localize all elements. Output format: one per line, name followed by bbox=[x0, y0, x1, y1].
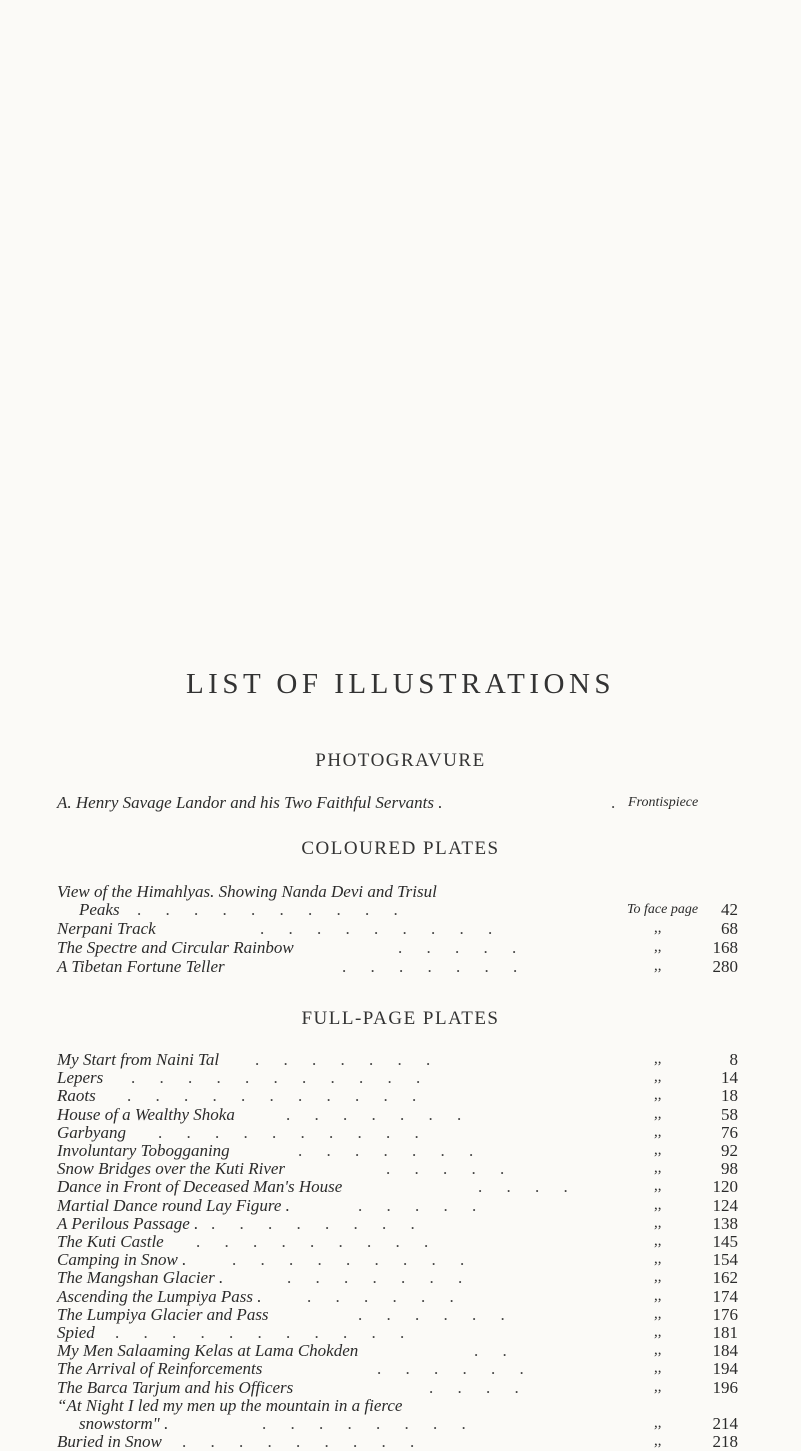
plate-entry-row bbox=[0, 1250, 801, 1269]
plate-entry-row bbox=[0, 1341, 801, 1360]
page-number: 218 bbox=[712, 1432, 738, 1451]
entry-title: The Arrival of Reinforcements bbox=[57, 1359, 263, 1379]
dot-leader: . . . . . . . . bbox=[211, 1213, 425, 1233]
dot-leader: . . . . . . . . . . . bbox=[127, 1086, 427, 1106]
dot-leader: . . . . . . . . . . bbox=[137, 900, 408, 919]
plate-entry-row bbox=[0, 1123, 801, 1142]
plate-entry-row bbox=[0, 1177, 801, 1196]
dot-leader: . . . . . . . bbox=[286, 1104, 472, 1124]
page-number: 154 bbox=[712, 1250, 738, 1270]
page-number: 8 bbox=[729, 1050, 738, 1069]
entry-title: Nerpani Track bbox=[57, 919, 156, 938]
plate-entry-row bbox=[0, 1359, 801, 1378]
entry-title: Garbyang bbox=[57, 1122, 126, 1142]
page-number: 58 bbox=[721, 1104, 738, 1124]
page-number: 42 bbox=[721, 900, 738, 919]
page-number: 138 bbox=[712, 1213, 738, 1233]
entry-title: The Spectre and Circular Rainbow bbox=[57, 938, 294, 957]
page-number: 184 bbox=[712, 1341, 738, 1361]
entry-title: Ascending the Lumpiya Pass . bbox=[57, 1286, 262, 1306]
coloured-plates-heading: COLOURED PLATES bbox=[301, 838, 500, 859]
ditto-mark: ,, bbox=[654, 1287, 662, 1304]
dot-leader: . . bbox=[474, 1341, 517, 1361]
entry-title: The Kuti Castle bbox=[57, 1232, 164, 1251]
plate-entry-row bbox=[0, 1432, 801, 1451]
full-page-plates-heading: FULL-PAGE PLATES bbox=[301, 1008, 500, 1029]
dot-leader: . . . . . . . . . bbox=[260, 919, 503, 938]
ditto-mark: ,, bbox=[654, 1415, 662, 1431]
page-number: 14 bbox=[721, 1068, 738, 1088]
dot-leader: . . . . . . . bbox=[342, 957, 528, 976]
ditto-mark: ,, bbox=[654, 1160, 662, 1177]
dot-leader: . . . . . bbox=[398, 938, 527, 957]
dot-leader: . . . . . . . . bbox=[262, 1414, 476, 1433]
entry-title: Involuntary Tobogganing bbox=[57, 1141, 230, 1160]
ditto-mark: ,, bbox=[654, 1251, 662, 1268]
entry-title: Lepers bbox=[57, 1068, 104, 1088]
dot-leader: . . . . . . . . . . . bbox=[131, 1068, 431, 1088]
entry-location: Frontispiece bbox=[628, 795, 699, 810]
ditto-mark: ,, bbox=[654, 1196, 662, 1213]
ditto-mark: ,, bbox=[654, 939, 662, 955]
plate-entry-row bbox=[0, 1159, 801, 1178]
ditto-mark: ,, bbox=[654, 1214, 662, 1231]
page-number: 124 bbox=[712, 1195, 738, 1215]
plate-entry-row bbox=[0, 1086, 801, 1105]
ditto-mark: ,, bbox=[654, 1105, 662, 1122]
ditto-mark: ,, bbox=[654, 1305, 662, 1322]
ditto-mark: ,, bbox=[654, 1069, 662, 1086]
entry-title: Peaks bbox=[79, 900, 120, 919]
page-number: 68 bbox=[721, 919, 738, 938]
ditto-mark: ,, bbox=[654, 1087, 662, 1104]
entry-title: My Men Salaaming Kelas at Lama Chokden bbox=[57, 1341, 359, 1361]
ditto-mark: ,, bbox=[654, 1378, 662, 1395]
dot-leader: . . . . . . . bbox=[287, 1268, 473, 1288]
dot-leader: . . . . . . . . . bbox=[232, 1250, 475, 1270]
photogravure-entry bbox=[0, 793, 801, 812]
entry-title: Dance in Front of Deceased Man's House bbox=[57, 1177, 343, 1197]
ditto-mark: ,, bbox=[654, 920, 662, 936]
dot-leader: . . . . . . . bbox=[298, 1141, 484, 1160]
plate-entry-row bbox=[0, 1414, 801, 1433]
page-number: 280 bbox=[712, 957, 738, 976]
dot-leader: . . . . . . . bbox=[255, 1050, 441, 1069]
entry-title: The Barca Tarjum and his Officers bbox=[57, 1377, 294, 1397]
entry-title: “At Night I led my men up the mountain in a fierce bbox=[57, 1395, 403, 1415]
dot-leader: . . . . . bbox=[358, 1195, 487, 1215]
ditto-mark: ,, bbox=[654, 1360, 662, 1377]
page-number: 174 bbox=[712, 1286, 738, 1306]
page-number: 120 bbox=[712, 1177, 738, 1197]
ditto-mark: ,, bbox=[654, 1342, 662, 1359]
plate-entry-row bbox=[0, 1068, 801, 1087]
dot-leader: . . . . . . bbox=[358, 1304, 515, 1324]
page-number: 176 bbox=[712, 1304, 738, 1324]
plate-entry-row bbox=[0, 1287, 801, 1306]
ditto-mark: ,, bbox=[654, 1051, 662, 1067]
entry-title: The Lumpiya Glacier and Pass bbox=[57, 1304, 269, 1324]
plate-entry-row bbox=[0, 1232, 801, 1251]
page-number: 98 bbox=[721, 1159, 738, 1179]
entry-title: The Mangshan Glacier . bbox=[57, 1268, 224, 1288]
page-number: 196 bbox=[712, 1377, 738, 1397]
dot-leader: . . . . . . . . . bbox=[196, 1232, 439, 1251]
page-title: LIST OF ILLUSTRATIONS bbox=[185, 668, 616, 700]
dot-leader: . . . . . bbox=[386, 1159, 515, 1179]
coloured-entry-row bbox=[0, 938, 801, 957]
entry-title: House of a Wealthy Shoka bbox=[57, 1104, 235, 1124]
plate-entry-row bbox=[0, 1105, 801, 1124]
entry-title: Snow Bridges over the Kuti River bbox=[57, 1159, 286, 1179]
entry-title: Camping in Snow . bbox=[57, 1250, 187, 1270]
entry-title: A Tibetan Fortune Teller bbox=[57, 957, 225, 976]
entry-title: Martial Dance round Lay Figure . bbox=[57, 1195, 290, 1215]
plate-entry-row bbox=[0, 1323, 801, 1342]
page-number: 18 bbox=[721, 1086, 738, 1106]
plate-entry-row bbox=[0, 1268, 801, 1287]
ditto-mark: ,, bbox=[654, 1233, 662, 1249]
plate-entry-row bbox=[0, 1196, 801, 1215]
coloured-entry-row bbox=[0, 957, 801, 976]
page-number: 162 bbox=[712, 1268, 738, 1288]
dot-leader: . . . . bbox=[478, 1177, 578, 1197]
page-number: 168 bbox=[712, 938, 738, 957]
entry-title: A. Henry Savage Landor and his Two Faithful Servants . bbox=[57, 793, 443, 812]
entry-title: Buried in Snow bbox=[57, 1432, 162, 1451]
plate-entry-row bbox=[0, 1214, 801, 1233]
ditto-mark: ,, bbox=[654, 1123, 662, 1140]
page-number: 145 bbox=[712, 1232, 738, 1251]
dot-leader: . bbox=[611, 793, 626, 812]
photogravure-heading: PHOTOGRAVURE bbox=[315, 750, 486, 771]
dot-leader: . . . . . . . . . . bbox=[158, 1122, 429, 1142]
dot-leader: . . . . bbox=[429, 1377, 529, 1397]
coloured-entry-row bbox=[0, 900, 801, 919]
coloured-entry-row bbox=[0, 919, 801, 938]
ditto-mark: ,, bbox=[654, 1142, 662, 1158]
plate-entry-row bbox=[0, 1141, 801, 1160]
ditto-mark: ,, bbox=[654, 1269, 662, 1286]
ditto-mark: ,, bbox=[654, 1324, 662, 1340]
plate-entry-row bbox=[0, 1305, 801, 1324]
coloured-entry-first-line bbox=[0, 882, 801, 901]
plate-entry-row bbox=[0, 1396, 801, 1415]
entry-title: My Start from Naini Tal bbox=[57, 1050, 220, 1069]
ditto-mark: ,, bbox=[654, 1178, 662, 1195]
entry-title: Spied bbox=[57, 1323, 95, 1342]
to-face-page-label: To face page bbox=[627, 902, 699, 917]
dot-leader: . . . . . . . . . . . bbox=[115, 1323, 415, 1342]
plate-entry-row bbox=[0, 1050, 801, 1069]
dot-leader: . . . . . . bbox=[377, 1359, 534, 1379]
page-number: 214 bbox=[712, 1414, 738, 1433]
entry-title: snowstorm" . bbox=[79, 1414, 169, 1433]
entry-title: A Perilous Passage . bbox=[57, 1213, 199, 1233]
page-number: 194 bbox=[712, 1359, 738, 1379]
entry-title: View of the Himahlyas. Showing Nanda Devi and Trisul bbox=[57, 882, 437, 901]
ditto-mark: ,, bbox=[654, 958, 662, 974]
page-number: 92 bbox=[721, 1141, 738, 1160]
ditto-mark: ,, bbox=[654, 1433, 662, 1450]
page-number: 181 bbox=[712, 1323, 738, 1342]
entry-title: Raots bbox=[57, 1086, 96, 1106]
dot-leader: . . . . . . bbox=[307, 1286, 464, 1306]
plate-entry-row bbox=[0, 1378, 801, 1397]
dot-leader: . . . . . . . . . bbox=[182, 1432, 425, 1451]
page-number: 76 bbox=[721, 1122, 738, 1142]
